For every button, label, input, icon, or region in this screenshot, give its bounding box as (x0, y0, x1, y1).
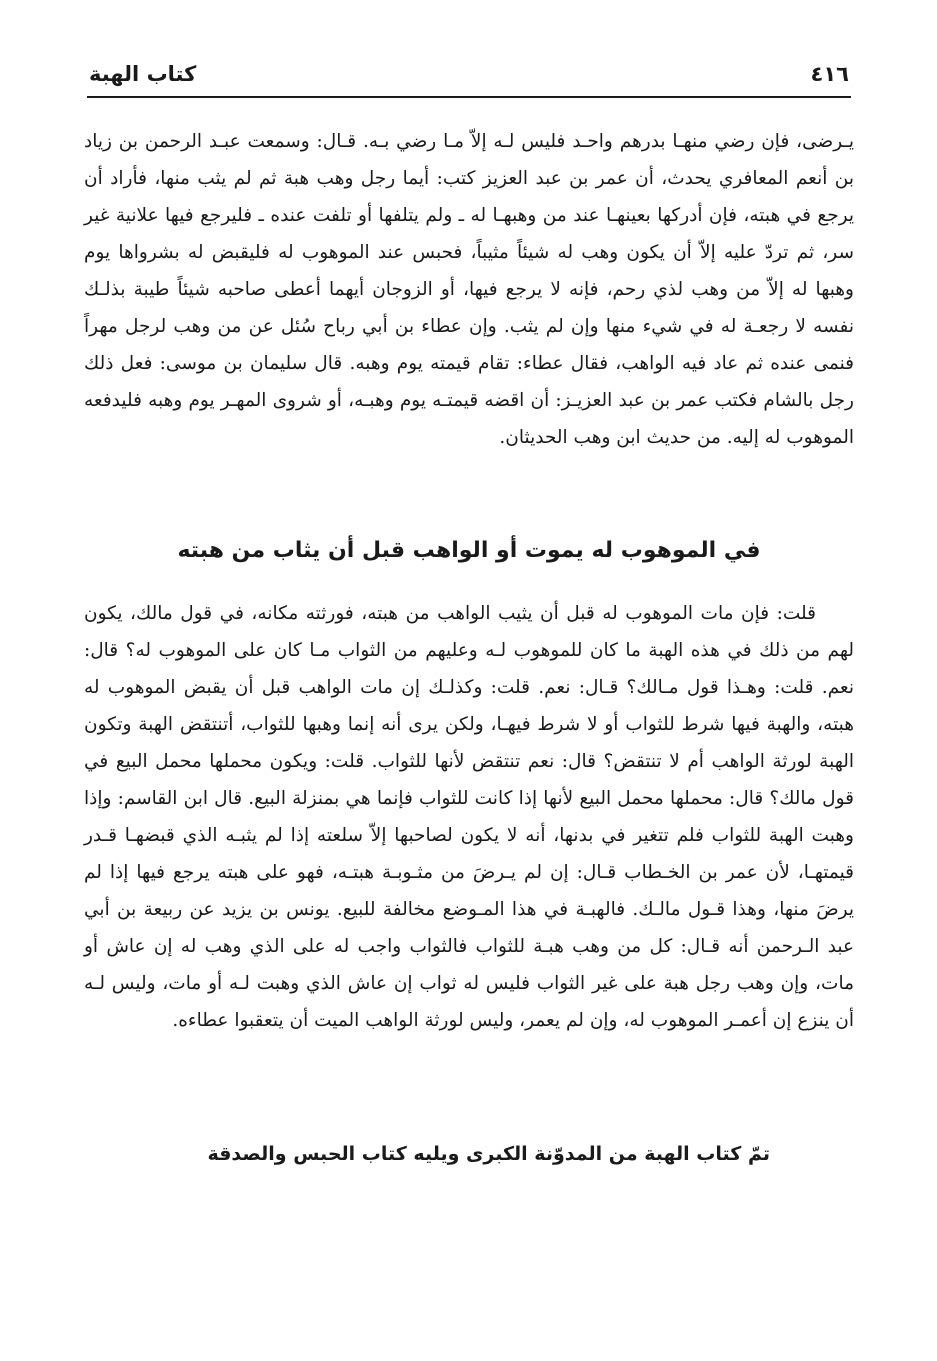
text-block-2 (84, 595, 854, 1039)
running-header (87, 58, 851, 98)
text-block-1 (84, 123, 854, 456)
page-number: ٤١٦ (810, 62, 849, 86)
closing-statement: تمّ كتاب الهبة من المدوّنة الكبرى ويليه كتاب الحبس والصدقة (207, 1143, 770, 1165)
book-title: كتاب الهبة (89, 62, 197, 86)
paragraph: يـرضى، فإن رضي منهـا بدرهم واحـد فليس لـه إلاّ مـا رضي بـه. قـال: وسمعت عبـد الرحمن بن زياد بن أنعم المعافري يحدث، أن عمر بن عبد العزيز كتب: أيما رجل وهب هبة ثم لم يثب منها، فأراد أن يرجع في هبته، فإن أدركها بعينهـا عند من وهبهـا له ـ ولم يتلفها أو تلفت عنده ـ فليرجع فيها علانية غير سر، ثم تردّ عليه إلاّ أن يكون وهب له شيئاً مثيباً، فحبس عند الموهوب له فليقبض له بشرواها يوم وهبها له إلاّ من وهب لذي رحم، فإنه لا يرجع فيها، أو الزوجان أيهما أعطى صاحبه شيئاً طيبة بذلـك نفسه لا رجعـة له في شيء منها وإن لم يثب. وإن عطاء بن أبي رباح سُئل عن من وهب لرجل مهراً فنمى عنده ثم عاد فيه الواهب، فقال عطاء: تقام قيمته يوم وهبه. قال سليمان بن موسى: فعل ذلك رجل بالشام فكتب عمر بن عبد العزيـز: أن اقضه قيمتـه يوم وهبـه، أو شروى المهـر يوم وهبه فليدفعه الموهوب له إليه. من حديث ابن وهب الحديثان. (84, 131, 854, 448)
section-heading: في الموهوب له يموت أو الواهب قبل أن يثاب من هبته (177, 538, 761, 563)
paragraph: قلت: فإن مات الموهوب له قبل أن يثيب الواهب من هبته، فورثته مكانه، في قول مالك، يكون لهم من ذلك في هذه الهبة ما كان للموهوب لـه وعليهم من الثواب مـا كان على الموهوب له؟ قال: نعم. قلت: وهـذا قول مـالك؟ قـال: نعم. قلت: وكذلـك إن مات الواهب قبل أن يقبض الموهوب له هبته، والهبة فيها شرط للثواب أو لا شرط فيهـا، ولكن يرى أنه إنما وهبها للثواب، أتنتقض الهبة وتكون الهبة لورثة الواهب أم لا تنتقض؟ قال: نعم تنتقض لأنها للثواب. قلت: ويكون محملها محمل البيع في قول مالك؟ قال: محملها محمل البيع لأنها إذا كانت للثواب فإنما هي بمنزلة البيع. قال ابن القاسم: وإذا وهبت الهبة للثواب فلم تتغير في بدنها، أنه لا يكون لصاحبها إلاّ سلعته إذا لم يثبـه الذي قبضهـا قـدر قيمتهـا، لأن عمر بن الخـطاب قـال: إن لم يـرضَ من مثـوبـة هبتـه، فهو على هبته يرجع فيها إذا لم يرضَ منها، وهذا قـول مالـك. فالهبـة في هذا المـوضع مخالفة للبيع. يونس بن يزيد عن ربيعة بن أبي عبد الـرحمن أنه قـال: كل من وهب هبـة للثواب فالثواب واجب له على الذي وهب له إن عاش أو مات، وإن وهب رجل هبة على غير الثواب فليس له ثواب إن عاش الذي وهبت لـه أو مات، وليس لـه أن ينزع إن أعمـر الموهوب له، وإن لم يعمر، وليس لورثة الواهب الميت أن يتعقبوا عطاءه. (84, 603, 854, 1031)
